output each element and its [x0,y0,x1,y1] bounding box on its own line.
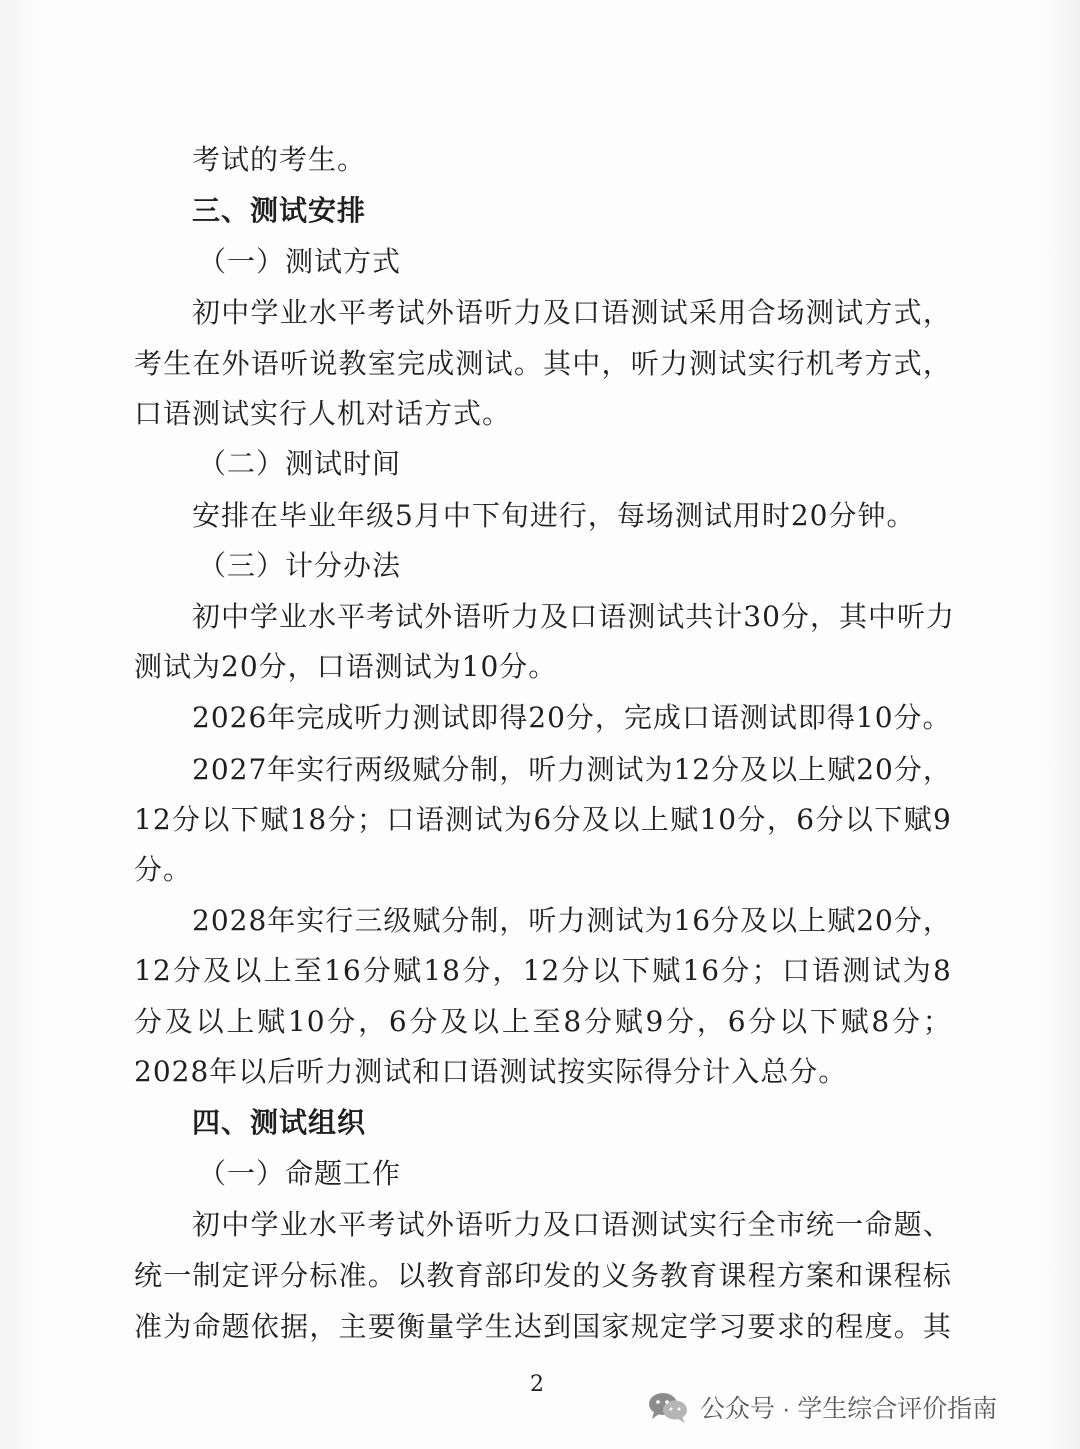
text-line: 分 及 以 上 赋 10 分 ， 6 分 及 以 上 至 8 分 赋 9 分 ， 6 分 以 下 赋 8 分 ； [134,1005,952,1038]
subsection-heading: （二）测试时间 [198,447,402,480]
subsection-heading: （三）计分办法 [198,549,402,582]
text-line: 2028 年 实 行 三 级 赋 分 制 ， 听 力 测 试 为 16 分 及 以 上 赋 20 分 ， [192,904,952,937]
text-line: 分。 [134,853,193,886]
text-line: 初 中 学 业 水 平 考 试 外 语 听 力 及 口 语 测 试 采 用 合 场 测 试 方 式 ， [192,296,952,329]
text-line: 考 生 在 外 语 听 说 教 室 完 成 测 试 。 其 中 ， 听 力 测 试 实 行 机 考 方 式 ， [134,347,952,380]
text-line: 2027 年 实 行 两 级 赋 分 制 ， 听 力 测 试 为 12 分 及 以 上 赋 20 分 ， [192,753,952,786]
text-line: 准 为 命 题 依 据 ， 主 要 衡 量 学 生 达 到 国 家 规 定 学 习 要 求 的 程 度 。 其 [134,1310,952,1343]
subsection-heading: （一）命题工作 [198,1157,402,1190]
text-line: 初 中 学 业 水 平 考 试 外 语 听 力 及 口 语 测 试 实 行 全 市 统 一 命 题 、 [192,1208,952,1241]
text-line: 安排在毕业年级5月中下旬进行，每场测试用时20分钟。 [192,499,916,532]
text-line: 初 中 学 业 水 平 考 试 外 语 听 力 及 口 语 测 试 共 计 30 分 ， 其 中 听 力 [192,600,956,633]
text-line: 测试为20分，口语测试为10分。 [134,650,558,683]
subsection-heading: （一）测试方式 [198,245,402,278]
text-line: 口语测试实行人机对话方式。 [134,397,512,430]
section-heading: 四、测试组织 [192,1106,367,1139]
section-heading: 三、测试安排 [192,194,367,227]
text-line: 2026年完成听力测试即得20分，完成口语测试即得10分。 [192,701,952,734]
text-line: 12 分 以 下 赋 18 分 ； 口 语 测 试 为 6 分 及 以 上 赋 10 分 ， 6 分 以 下 赋 9 [134,803,952,836]
wechat-icon [646,1389,690,1425]
text-line: 2028年以后听力测试和口语测试按实际得分计入总分。 [134,1055,848,1088]
text-line: 考试的考生。 [192,143,367,176]
watermark-text: 公众号 · 学生综合评价指南 [700,1395,998,1423]
text-line: 统 一 制 定 评 分 标 准 。 以 教 育 部 印 发 的 义 务 教 育 课 程 方 案 和 课 程 标 [134,1259,952,1292]
text-line: 12 分 及 以 上 至 16 分 赋 18 分 ， 12 分 以 下 赋 16 分 ； 口 语 测 试 为 8 [134,954,952,987]
watermark [646,1385,997,1429]
page-number: 2 [530,1372,544,1397]
